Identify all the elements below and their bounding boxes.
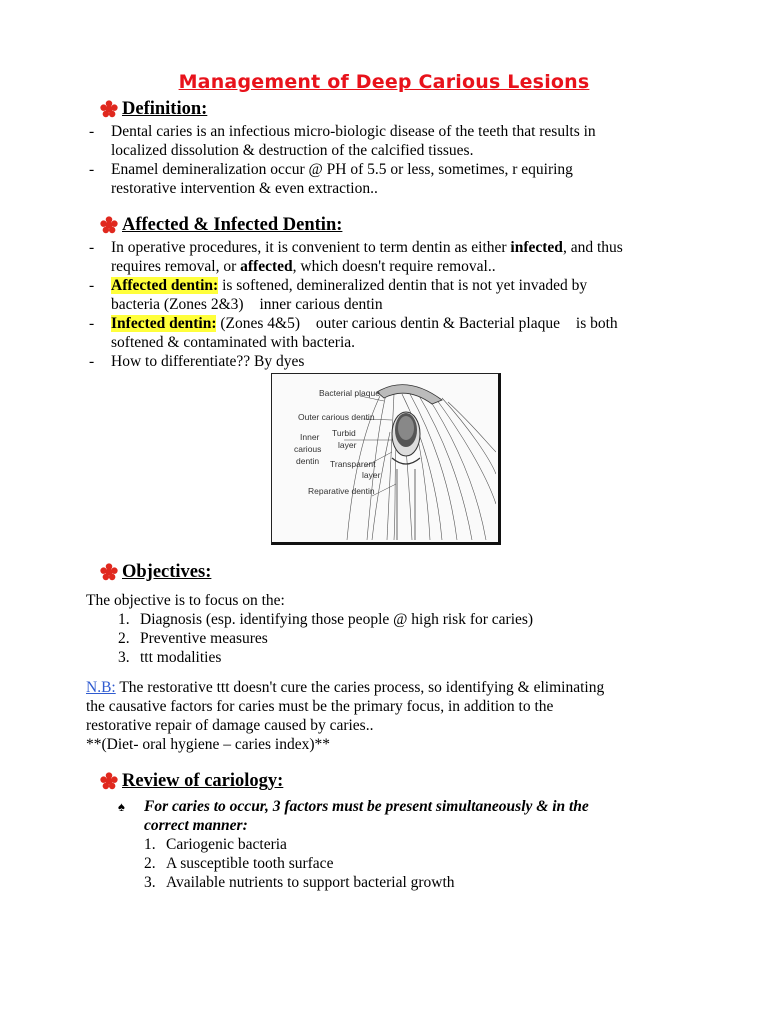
item-number: 1. [118, 611, 130, 628]
highlighted-term: Infected dentin: [111, 315, 217, 332]
item-text: Cariogenic bacteria [166, 836, 287, 853]
flower-bullet-icon [100, 772, 118, 790]
list-item [118, 610, 686, 629]
item-number: 2. [144, 855, 156, 872]
objectives-heading: Objectives: [122, 562, 212, 582]
label-inner-3: dentin [296, 456, 320, 466]
bold-term: affected [240, 258, 293, 275]
label-transparent-2: layer [362, 470, 381, 480]
label-transparent-1: Transparent [330, 459, 376, 469]
line-text: , and thus [562, 239, 623, 256]
section-cariology [98, 772, 658, 794]
list-item: - In operative procedures, it is convenient to term dentin as either infected, and thus requires removal, or affected, which doesn't require removal.. [89, 239, 623, 275]
line-text: Enamel demineralization occur @ PH of 5.5 or less, sometimes, r equiring [111, 161, 573, 178]
list-item [118, 648, 686, 667]
list-item [144, 873, 718, 892]
section-heading [98, 216, 658, 238]
label-bacterial-plaque: Bacterial plaque [319, 388, 380, 398]
carious-dentin-diagram [271, 373, 501, 545]
nb-label: N.B: [86, 679, 116, 696]
line-text: Dental caries is an infectious micro-biologic disease of the teeth that results in [111, 123, 596, 140]
bold-term: infected [510, 239, 563, 256]
label-inner-2: carious [294, 444, 322, 454]
line-text: restorative repair of damage caused by caries.. [86, 717, 374, 734]
cariology-heading: Review of cariology: [122, 771, 284, 791]
definition-heading: Definition: [122, 99, 208, 119]
dentin-list [86, 238, 646, 371]
item-number: 3. [118, 649, 130, 666]
label-inner-1: Inner [300, 432, 320, 442]
list-item: - Infected dentin: (Zones 4&5)  outer carious dentin & Bacterial plaque  is both softened & contaminated with bacteria. [89, 315, 618, 351]
line-text: (Zones 4&5)  outer carious dentin & Bacterial plaque  is both [216, 315, 618, 332]
item-number: 1. [144, 836, 156, 853]
item-number: 3. [144, 874, 156, 891]
line-text: restorative intervention & even extraction.. [111, 180, 378, 197]
item-text: ttt modalities [140, 649, 222, 666]
item-text: Diagnosis (esp. identifying those people @ high risk for caries) [140, 611, 534, 628]
nb-paragraph [86, 678, 706, 754]
line-text: localized dissolution & destruction of the calcified tissues. [111, 142, 474, 159]
item-text: A susceptible tooth surface [166, 855, 334, 872]
line-text: In operative procedures, it is convenient to term dentin as either [111, 239, 511, 256]
line-text: is softened, demineralized dentin that is not yet invaded by [218, 277, 588, 294]
objectives-intro: The objective is to focus on the: [86, 592, 285, 609]
line-text: For caries to occur, 3 factors must be present simultaneously & in the [144, 798, 589, 815]
page-title: Management of Deep Carious Lesions [178, 71, 590, 93]
flower-bullet-icon [100, 100, 118, 118]
list-item: - Enamel demineralization occur @ PH of 5.5 or less, sometimes, r equiring restorative intervention & even extraction.. [89, 161, 573, 197]
line-text: the causative factors for caries must be the primary focus, in addition to the [86, 698, 554, 715]
list-item: - How to differentiate?? By dyes [89, 353, 305, 370]
objectives-list [118, 610, 686, 667]
spade-item [118, 797, 718, 892]
diagram-drawing [272, 374, 496, 540]
label-outer-carious-dentin: Outer carious dentin [298, 412, 375, 422]
flower-bullet-icon [100, 216, 118, 234]
line-text: correct manner: [144, 817, 248, 834]
item-text: Preventive measures [140, 630, 268, 647]
section-heading [98, 563, 658, 585]
label-turbid-1: Turbid [332, 428, 356, 438]
section-objectives [98, 563, 658, 585]
line-text: requires removal, or [111, 258, 241, 275]
definition-list [86, 122, 646, 198]
section-heading [98, 100, 658, 122]
cariology-body [118, 797, 718, 892]
section-dentin [89, 215, 658, 371]
objectives-body [86, 591, 686, 667]
line-text: , which doesn't require removal.. [292, 258, 496, 275]
list-item [118, 629, 686, 648]
item-number: 2. [118, 630, 130, 647]
label-reparative-dentin: Reparative dentin [308, 486, 375, 496]
section-heading [98, 772, 658, 794]
line-text: softened & contaminated with bacteria. [111, 334, 356, 351]
line-text: bacteria (Zones 2&3)  inner carious dentin [111, 296, 383, 313]
cariology-factors-list [144, 835, 718, 892]
list-item [144, 854, 718, 873]
list-item [144, 835, 718, 854]
list-item: - Dental caries is an infectious micro-biologic disease of the teeth that results in localized dissolution & destruction of the calcified tissues. [89, 123, 596, 159]
spade-bullet-icon: ♠ [118, 799, 125, 814]
line-text: How to differentiate?? By dyes [111, 353, 305, 370]
item-text: Available nutrients to support bacterial growth [166, 874, 455, 891]
label-turbid-2: layer [338, 440, 357, 450]
section-definition [89, 99, 658, 198]
list-item: - Affected dentin: is softened, demineralized dentin that is not yet invaded by bacteria (Zones 2&3)  inner carious dentin [89, 277, 588, 313]
line-text: **(Diet- oral hygiene – caries index)** [86, 736, 331, 753]
dentin-heading: Affected & Infected Dentin: [122, 215, 343, 235]
highlighted-term: Affected dentin: [111, 277, 219, 294]
flower-bullet-icon [100, 563, 118, 581]
line-text: The restorative ttt doesn't cure the caries process, so identifying & eliminating [115, 679, 605, 696]
